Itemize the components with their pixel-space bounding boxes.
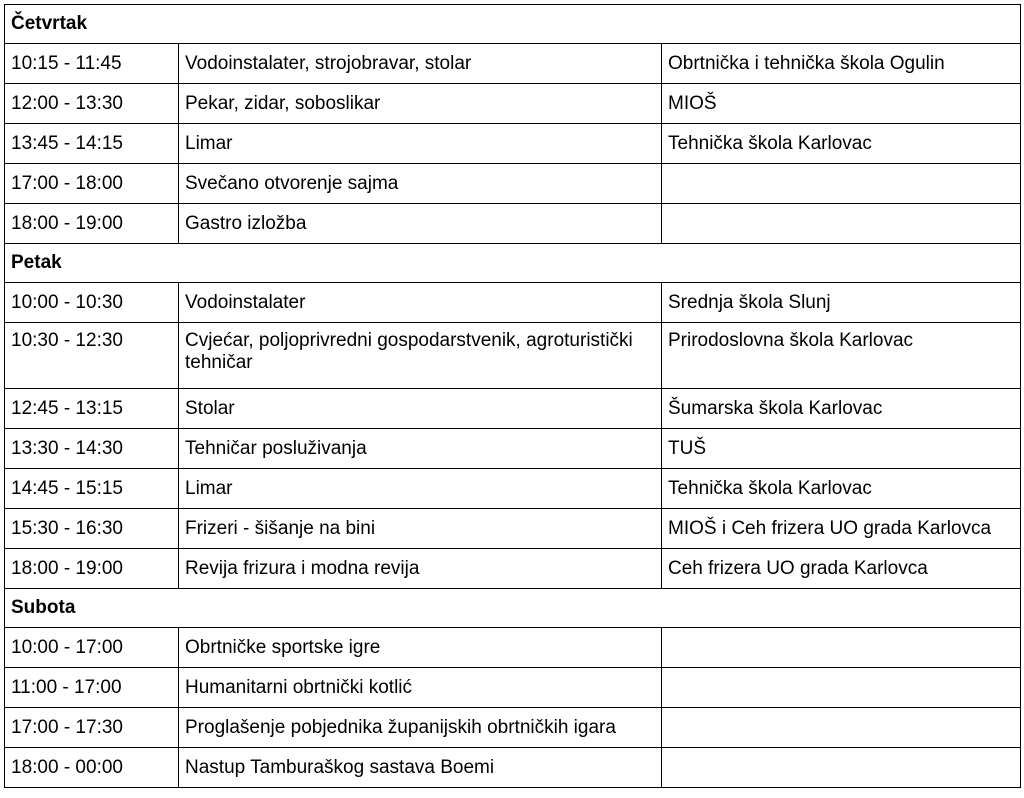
school-cell: Šumarska škola Karlovac [662, 389, 1021, 429]
activity-cell: Tehničar posluživanja [179, 429, 662, 469]
activity-cell: Vodoinstalater [179, 283, 662, 323]
table-row [5, 124, 1021, 164]
school-cell [662, 748, 1021, 788]
table-row [5, 429, 1021, 469]
school-cell: Tehnička škola Karlovac [662, 469, 1021, 509]
time-cell: 18:00 - 00:00 [5, 748, 179, 788]
day-header-row [5, 589, 1021, 628]
activity-cell: Stolar [179, 389, 662, 429]
table-row [5, 469, 1021, 509]
school-cell [662, 708, 1021, 748]
day-header: Petak [5, 244, 1021, 283]
school-cell: Srednja škola Slunj [662, 283, 1021, 323]
activity-cell: Revija frizura i modna revija [179, 549, 662, 589]
table-row [5, 389, 1021, 429]
time-cell: 18:00 - 19:00 [5, 549, 179, 589]
activity-cell: Vodoinstalater, strojobravar, stolar [179, 44, 662, 84]
school-cell: MIOŠ [662, 84, 1021, 124]
time-cell: 10:00 - 10:30 [5, 283, 179, 323]
table-row [5, 748, 1021, 788]
time-cell: 18:00 - 19:00 [5, 204, 179, 244]
activity-cell: Obrtničke sportske igre [179, 628, 662, 668]
time-cell: 12:45 - 13:15 [5, 389, 179, 429]
table-row [5, 549, 1021, 589]
activity-cell: Cvjećar, poljoprivredni gospodarstvenik, agroturistički tehničar [179, 323, 662, 389]
school-cell: TUŠ [662, 429, 1021, 469]
activity-cell: Nastup Tamburaškog sastava Boemi [179, 748, 662, 788]
time-cell: 10:00 - 17:00 [5, 628, 179, 668]
day-header: Četvrtak [5, 5, 1021, 44]
activity-cell: Limar [179, 124, 662, 164]
table-row [5, 509, 1021, 549]
table-row [5, 323, 1021, 389]
school-cell [662, 204, 1021, 244]
school-cell: Obrtnička i tehnička škola Ogulin [662, 44, 1021, 84]
table-row [5, 628, 1021, 668]
activity-cell: Svečano otvorenje sajma [179, 164, 662, 204]
time-cell: 17:00 - 18:00 [5, 164, 179, 204]
time-cell: 12:00 - 13:30 [5, 84, 179, 124]
table-row [5, 708, 1021, 748]
table-row [5, 44, 1021, 84]
table-row [5, 668, 1021, 708]
day-header: Subota [5, 589, 1021, 628]
time-cell: 11:00 - 17:00 [5, 668, 179, 708]
time-cell: 13:30 - 14:30 [5, 429, 179, 469]
event-schedule-table [4, 4, 1021, 788]
time-cell: 17:00 - 17:30 [5, 708, 179, 748]
time-cell: 10:15 - 11:45 [5, 44, 179, 84]
activity-cell: Humanitarni obrtnički kotlić [179, 668, 662, 708]
day-header-row [5, 5, 1021, 44]
school-cell: Ceh frizera UO grada Karlovca [662, 549, 1021, 589]
activity-cell: Frizeri - šišanje na bini [179, 509, 662, 549]
table-row [5, 84, 1021, 124]
school-cell [662, 668, 1021, 708]
table-row [5, 164, 1021, 204]
activity-cell: Gastro izložba [179, 204, 662, 244]
day-header-row [5, 244, 1021, 283]
time-cell: 13:45 - 14:15 [5, 124, 179, 164]
school-cell [662, 628, 1021, 668]
table-row [5, 283, 1021, 323]
school-cell: Prirodoslovna škola Karlovac [662, 323, 1021, 389]
activity-cell: Limar [179, 469, 662, 509]
activity-cell: Pekar, zidar, soboslikar [179, 84, 662, 124]
time-cell: 14:45 - 15:15 [5, 469, 179, 509]
school-cell: MIOŠ i Ceh frizera UO grada Karlovca [662, 509, 1021, 549]
time-cell: 10:30 - 12:30 [5, 323, 179, 389]
time-cell: 15:30 - 16:30 [5, 509, 179, 549]
school-cell: Tehnička škola Karlovac [662, 124, 1021, 164]
activity-cell: Proglašenje pobjednika županijskih obrtničkih igara [179, 708, 662, 748]
table-row [5, 204, 1021, 244]
school-cell [662, 164, 1021, 204]
